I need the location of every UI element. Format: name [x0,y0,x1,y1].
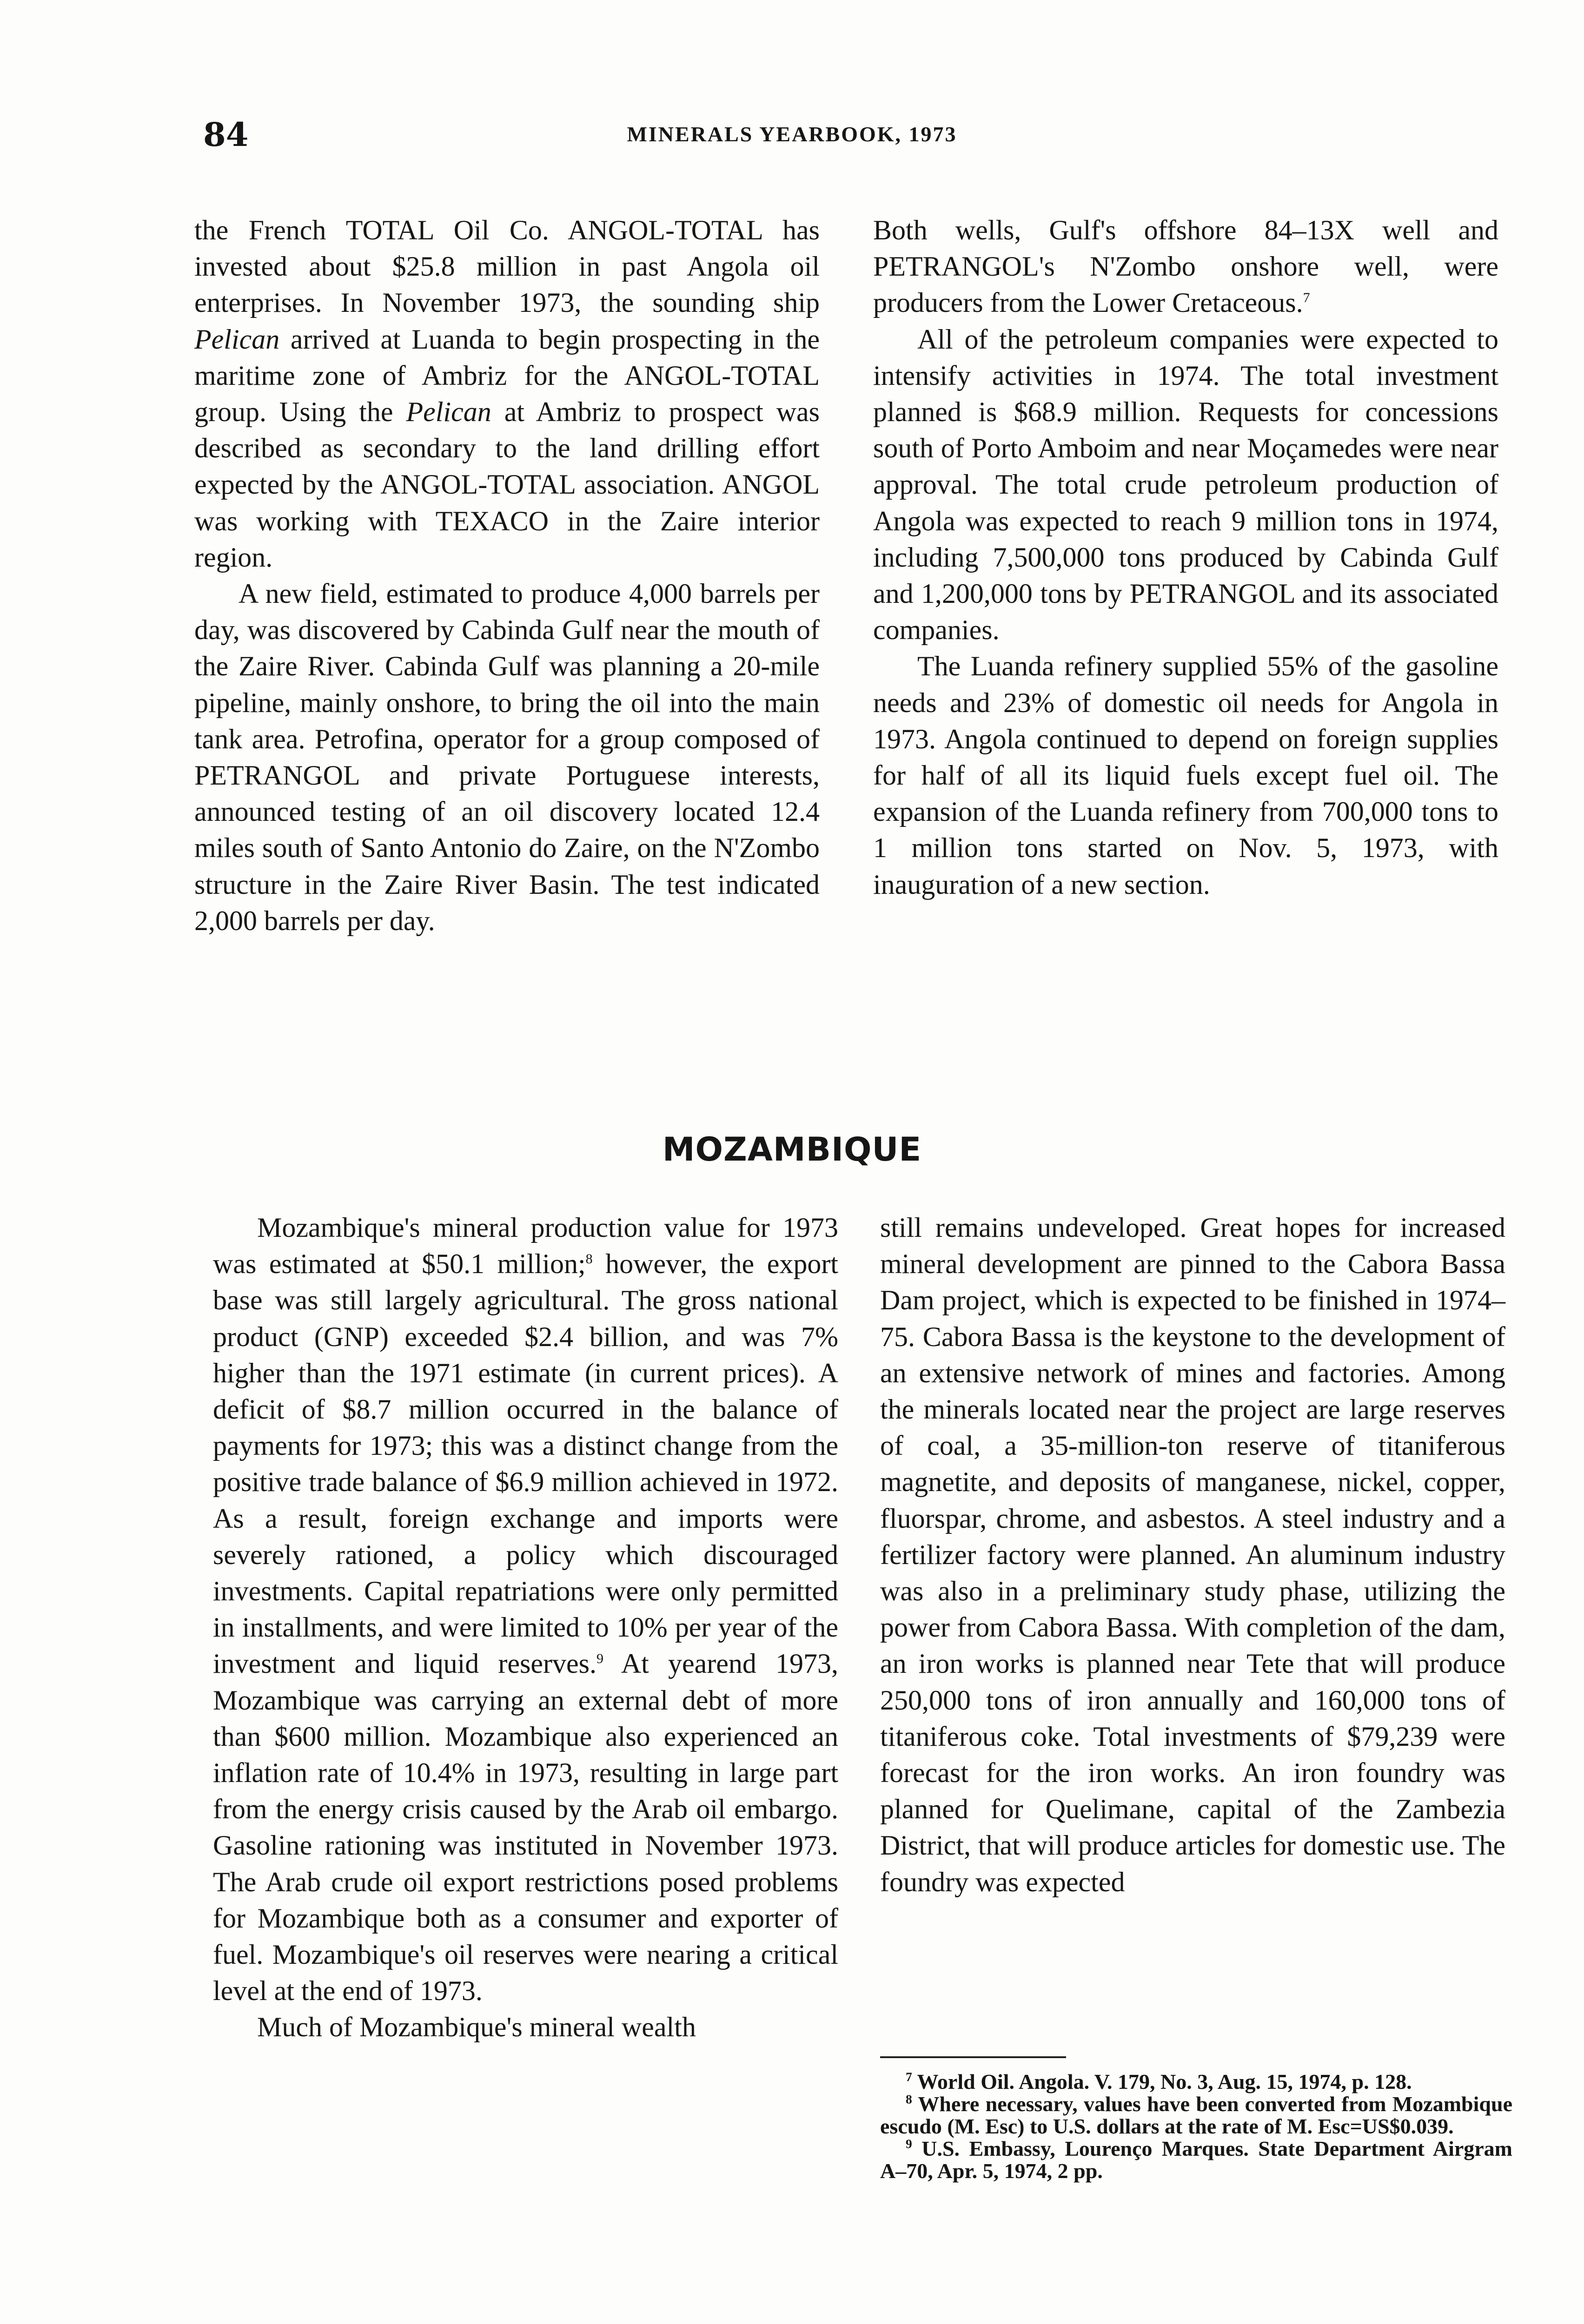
paragraph: All of the petroleum companies were expected to intensify activities in 1974. The total investment planned is $68.9 million. Requests for concessions south of Porto Amboim and near Moçamedes were near approval. The total crude petroleum production of Angola was expected to reach 9 million tons in 1974, including 7,500,000 tons produced by Cabinda Gulf and 1,200,000 tons by PETRANGOL and its associated companies. [873,324,1498,646]
paragraph: Much of Mozambique's mineral wealth [257,2012,696,2043]
section-heading: MOZAMBIQUE [662,1130,922,1169]
footnote-mark: 9 [906,2136,912,2151]
footnote: $^9$ U.S. Embassy, Lourenço Marques. State Department Airgram A–70, Apr. 5, 1974, 2 pp. [880,2136,1512,2183]
running-head: MINERALS YEARBOOK, 1973 [627,122,957,146]
footnote-divider [880,2056,1066,2058]
ship-name: Pelican [406,396,491,428]
footnote-ref: 8 [585,1251,593,1267]
page-number: 84 [203,115,249,154]
footnote: $^8$ Where necessary, values have been converted from Mozambique escudo (M. Esc) to U.S. dollars at the rate of M. Esc=US$0.039. [880,2092,1512,2138]
paragraph: Both wells, Gulf's offshore 84–13X well and PETRANGOL's N'Zombo onshore well, were producers from the Lower Cretaceous.$^7$ [873,215,1498,318]
angola-left-column [194,212,820,939]
paragraph: Mozambique's mineral production value for 1973 was estimated at $50.1 million;$^8$ however, the export base was still largely agricultural. The gross national product (GNP) exceeded $2.4 billion, and was 7% higher than the 1971 estimate (in current prices). A deficit of $8.7 million occurred in the balance of payments for 1973; this was a distinct change from the positive trade balance of $6.9 million achieved in 1972. As a result, foreign exchange and imports were severely rationed, a policy which discouraged investments. Capital repatriations were only permitted in installments, and were limited to 10% per year of the investment and liquid reserves.$^9$ At yearend 1973, Mozambique was carrying an external debt of more than $600 million. Mozambique also experienced an inflation rate of 10.4% in 1973, resulting in large part from the energy crisis caused by the Arab oil embargo. Gasoline rationing was instituted in November 1973. The Arab crude oil export restrictions posed problems for Mozambique both as a consumer and exporter of fuel. Mozambique's oil reserves were nearing a critical level at the end of 1973. [213,1212,839,2007]
footnote: $^7$ World Oil. Angola. V. 179, No. 3, Aug. 15, 1974, p. 128. [906,2069,1412,2093]
footnote-ref: 7 [1303,290,1310,306]
footnotes [880,2071,1512,2182]
footnote-mark: 8 [906,2092,912,2106]
angola-right-column [873,212,1498,903]
paragraph: still remains undeveloped. Great hopes for increased mineral development are pinned to the Cabora Bassa Dam project, which is expected to be finished in 1974–75. Cabora Bassa is the keystone to the development of an extensive network of mines and factories. Among the minerals located near the project are large reserves of coal, a 35-million-ton reserve of titaniferous magnetite, and deposits of manganese, nickel, copper, fluorspar, chrome, and asbestos. A steel industry and a fertilizer factory were planned. An aluminum industry was also in a preliminary study phase, utilizing the power from Cabora Bassa. With completion of the dam, an iron works is planned near Tete that will produce 250,000 tons of iron annually and 160,000 tons of titaniferous coke. Total investments of $79,239 were forecast for the iron works. An iron foundry was planned for Quelimane, capital of the Zambezia District, that will produce articles for domestic use. The foundry was expected [880,1212,1505,1897]
mozambique-left-column [213,1209,838,2046]
footnote-ref: 9 [596,1651,603,1667]
paragraph: A new field, estimated to produce 4,000 barrels per day, was discovered by Cabinda Gulf near the mouth of the Zaire River. Cabinda Gulf was planning a 20-mile pipeline, mainly onshore, to bring the oil into the main tank area. Petrofina, operator for a group composed of PETRANGOL and private Portuguese interests, announced testing of an oil discovery located 12.4 miles south of Santo Antonio do Zaire, on the N'Zombo structure in the Zaire River Basin. The test indicated 2,000 barrels per day. [194,578,820,936]
paragraph: The Luanda refinery supplied 55% of the gasoline needs and 23% of domestic oil needs for Angola in 1973. Angola continued to depend on foreign supplies for half of all its liquid fuels except fuel oil. The expansion of the Luanda refinery from 700,000 tons to 1 million tons started on Nov. 5, 1973, with inauguration of a new section. [873,651,1498,900]
footnote-mark: 7 [906,2069,912,2084]
ship-name: Pelican [194,324,280,355]
paragraph: the French TOTAL Oil Co. ANGOL-TOTAL has invested about $25.8 million in past Angola oil enterprises. In November 1973, the sounding ship Pelican arrived at Luanda to begin prospecting in the maritime zone of Ambriz for the ANGOL-TOTAL group. Using the Pelican at Ambriz to prospect was described as secondary to the land drilling effort expected by the ANGOL-TOTAL association. ANGOL was working with TEXACO in the Zaire interior region. [194,215,820,573]
mozambique-right-column [880,1209,1505,1900]
